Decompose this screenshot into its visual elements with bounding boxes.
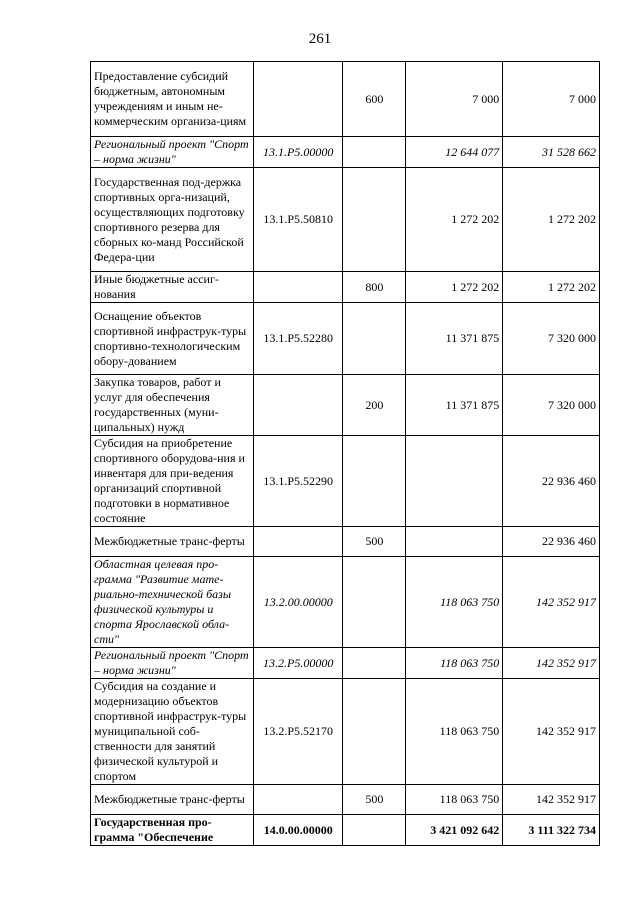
row-name-cell: Государственная под-держка спортивных орга-низаций, осуществляющих подготовку спортивного резерва для сборных ко-манд Российской Федера-ции [91,168,254,272]
table-row [91,648,600,679]
row-expense-type-cell [343,648,406,679]
row-value-1-cell: 118 063 750 [406,648,503,679]
row-code-cell: 13.2.P5.00000 [254,648,343,679]
row-code-cell [254,375,343,436]
row-value-2-cell: 142 352 917 [503,785,600,815]
table-row [91,785,600,815]
row-code-cell [254,527,343,557]
row-expense-type-cell [343,436,406,527]
row-value-2-cell: 31 528 662 [503,137,600,168]
row-name-cell: Оснащение объектов спортивной инфраструк-туры спортивно-технологическим обору-дованием [91,303,254,375]
row-value-2-cell: 7 320 000 [503,303,600,375]
row-name-cell: Иные бюджетные ассиг-нования [91,272,254,303]
budget-table-body [91,62,600,846]
row-value-2-cell: 22 936 460 [503,527,600,557]
table-row [91,679,600,785]
row-value-1-cell: 118 063 750 [406,679,503,785]
row-value-1-cell [406,436,503,527]
row-name-cell: Межбюджетные транс-ферты [91,527,254,557]
row-code-cell: 13.2.P5.52170 [254,679,343,785]
row-code-cell: 13.1.P5.00000 [254,137,343,168]
row-expense-type-cell [343,303,406,375]
row-name-cell: Субсидия на создание и модернизацию объектов спортивной инфраструк-туры муниципальной соб-ственности для занятий физической культурой и спортом [91,679,254,785]
table-row [91,527,600,557]
table-row [91,272,600,303]
row-expense-type-cell: 500 [343,527,406,557]
row-expense-type-cell [343,815,406,846]
row-expense-type-cell: 500 [343,785,406,815]
row-code-cell [254,62,343,137]
row-value-1-cell: 12 644 077 [406,137,503,168]
row-value-1-cell: 11 371 875 [406,375,503,436]
row-value-1-cell: 118 063 750 [406,785,503,815]
row-code-cell: 13.2.00.00000 [254,557,343,648]
row-name-cell: Закупка товаров, работ и услуг для обеспечения государственных (муни-ципальных) нужд [91,375,254,436]
row-value-1-cell: 1 272 202 [406,168,503,272]
row-name-cell: Межбюджетные транс-ферты [91,785,254,815]
row-name-cell: Предоставление субсидий бюджетным, автономным учреждениям и иным не-коммерческим организа-циям [91,62,254,137]
row-expense-type-cell: 200 [343,375,406,436]
row-value-1-cell: 118 063 750 [406,557,503,648]
row-code-cell: 13.1.P5.52290 [254,436,343,527]
row-code-cell: 13.1.P5.52280 [254,303,343,375]
table-row [91,303,600,375]
table-row [91,436,600,527]
row-name-cell: Государственная про-грамма "Обеспечение [91,815,254,846]
row-value-1-cell: 11 371 875 [406,303,503,375]
row-expense-type-cell: 800 [343,272,406,303]
row-expense-type-cell: 600 [343,62,406,137]
budget-table [90,61,600,846]
row-value-2-cell: 142 352 917 [503,679,600,785]
table-row [91,168,600,272]
row-value-2-cell: 7 000 [503,62,600,137]
table-row [91,815,600,846]
row-expense-type-cell [343,557,406,648]
row-name-cell: Субсидия на приобретение спортивного оборудова-ния и инвентаря для при-ведения организаций спортивной подготовки в нормативное состояние [91,436,254,527]
row-code-cell: 14.0.00.00000 [254,815,343,846]
row-expense-type-cell [343,168,406,272]
row-name-cell: Областная целевая про-грамма "Развитие мате-риально-технической базы физической культуры и спорта Ярославской обла-сти" [91,557,254,648]
table-row [91,375,600,436]
table-row [91,557,600,648]
row-code-cell: 13.1.P5.50810 [254,168,343,272]
row-value-2-cell: 7 320 000 [503,375,600,436]
row-value-2-cell: 3 111 322 734 [503,815,600,846]
page-number: 261 [308,31,332,47]
row-value-2-cell: 142 352 917 [503,557,600,648]
row-expense-type-cell [343,137,406,168]
row-name-cell: Региональный проект "Спорт – норма жизни" [91,137,254,168]
row-value-2-cell: 1 272 202 [503,168,600,272]
row-value-2-cell: 22 936 460 [503,436,600,527]
row-value-1-cell: 3 421 092 642 [406,815,503,846]
row-expense-type-cell [343,679,406,785]
row-name-cell: Региональный проект "Спорт – норма жизни" [91,648,254,679]
row-code-cell [254,785,343,815]
row-code-cell [254,272,343,303]
row-value-2-cell: 1 272 202 [503,272,600,303]
table-row [91,62,600,137]
row-value-2-cell: 142 352 917 [503,648,600,679]
row-value-1-cell [406,527,503,557]
table-row [91,137,600,168]
row-value-1-cell: 7 000 [406,62,503,137]
row-value-1-cell: 1 272 202 [406,272,503,303]
